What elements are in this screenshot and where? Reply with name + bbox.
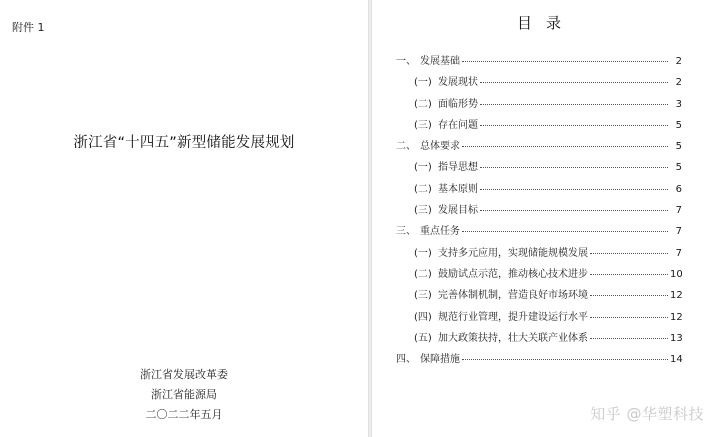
- toc-entry[interactable]: [396, 265, 682, 286]
- toc-entry-number: (三): [414, 290, 432, 302]
- toc-entry-label: 加大政策扶持，壮大关联产业体系: [438, 332, 588, 344]
- toc-entry-number: 四、: [396, 354, 416, 366]
- toc-entry-label: 基本原则: [438, 183, 478, 195]
- toc-entry-number: (一): [414, 162, 432, 174]
- toc-entry[interactable]: [396, 158, 682, 179]
- toc-entry-page: 5: [675, 119, 682, 131]
- toc-leader-dots: [462, 359, 668, 360]
- toc-entry-label: 发展现状: [438, 77, 478, 89]
- toc-entry[interactable]: [396, 95, 682, 116]
- toc-entry[interactable]: [396, 244, 682, 265]
- toc-leader-dots: [590, 338, 668, 339]
- toc-entry-label: 支持多元应用，实现储能规模发展: [438, 247, 588, 259]
- toc-entry-number: (二): [414, 98, 432, 110]
- table-of-contents: [396, 52, 682, 371]
- toc-entry-page: 2: [675, 77, 682, 89]
- toc-leader-dots: [462, 61, 668, 62]
- toc-entry[interactable]: [396, 308, 682, 329]
- toc-entry-page: 7: [675, 205, 682, 217]
- issuer-2: 浙江省能源局: [151, 388, 217, 401]
- toc-entry-label: 发展基础: [420, 56, 460, 67]
- toc-entry-number: (四): [414, 311, 432, 323]
- toc-entry[interactable]: [396, 329, 682, 350]
- toc-entry[interactable]: [396, 222, 682, 243]
- toc-entry-page: 3: [675, 98, 682, 110]
- toc-entry-label: 鼓励试点示范，推动核心技术进步: [438, 268, 588, 280]
- toc-leader-dots: [590, 253, 668, 254]
- toc-entry-label: 保障措施: [420, 354, 460, 366]
- toc-entry-page: 14: [670, 354, 683, 366]
- toc-entry-page: 10: [670, 268, 683, 280]
- toc-entry[interactable]: [396, 350, 682, 371]
- toc-entry-number: (三): [414, 119, 432, 131]
- toc-entry-page: 13: [670, 332, 683, 344]
- toc-leader-dots: [462, 231, 668, 232]
- toc-entry-number: (二): [414, 268, 432, 280]
- toc-entry-label: 总体要求: [420, 141, 460, 153]
- toc-entry[interactable]: [396, 286, 682, 307]
- attachment-label: 附件 1: [12, 21, 45, 34]
- toc-entry-number: (二): [414, 183, 432, 195]
- toc-entry-page: 6: [675, 183, 682, 195]
- toc-entry-page: 7: [675, 247, 682, 259]
- toc-entry-page: 5: [675, 162, 682, 174]
- toc-entry-number: 二、: [396, 141, 416, 153]
- toc-entry-page: 7: [675, 226, 682, 238]
- toc-entry-number: (一): [414, 77, 432, 89]
- toc-leader-dots: [590, 274, 668, 275]
- toc-entry-label: 指导思想: [438, 162, 478, 174]
- issuer-1: 浙江省发展改革委: [140, 368, 228, 381]
- toc-entry-number: (三): [414, 205, 432, 217]
- toc-entry-page: 12: [670, 311, 683, 323]
- toc-entry[interactable]: [396, 137, 682, 158]
- document-title: 浙江省“十四五”新型储能发展规划: [73, 135, 295, 151]
- toc-entry-page: 5: [675, 141, 682, 153]
- toc-leader-dots: [480, 210, 668, 211]
- toc-entry[interactable]: [396, 201, 682, 222]
- toc-leader-dots: [462, 146, 668, 147]
- toc-title: 目录: [516, 14, 575, 32]
- toc-entry-label: 发展目标: [438, 205, 478, 217]
- toc-leader-dots: [480, 167, 668, 168]
- issue-date: 二〇二二年五月: [145, 408, 223, 421]
- toc-leader-dots: [480, 104, 668, 105]
- toc-leader-dots: [590, 317, 668, 318]
- toc-leader-dots: [590, 295, 668, 296]
- toc-entry[interactable]: [396, 73, 682, 94]
- toc-entry-page: 2: [675, 56, 682, 67]
- toc-leader-dots: [480, 125, 668, 126]
- toc-entry-number: 一、: [396, 56, 416, 67]
- toc-entry-label: 面临形势: [438, 98, 478, 110]
- toc-entry-label: 规范行业管理，提升建设运行水平: [438, 311, 588, 323]
- right-page: [372, 0, 720, 437]
- toc-entry-label: 存在问题: [438, 119, 478, 131]
- toc-leader-dots: [480, 189, 668, 190]
- toc-entry[interactable]: [396, 116, 682, 137]
- toc-entry-number: (一): [414, 247, 432, 259]
- toc-entry-number: 三、: [396, 226, 416, 238]
- toc-entry[interactable]: [396, 52, 682, 73]
- watermark: 知乎 @华塑科技: [590, 405, 704, 423]
- toc-entry-number: (五): [414, 332, 432, 344]
- toc-leader-dots: [480, 82, 668, 83]
- toc-entry-page: 12: [670, 290, 683, 302]
- toc-entry-label: 完善体制机制，营造良好市场环境: [438, 290, 588, 302]
- toc-entry-label: 重点任务: [420, 226, 460, 238]
- issuer-block: [0, 365, 368, 425]
- toc-entry[interactable]: [396, 180, 682, 201]
